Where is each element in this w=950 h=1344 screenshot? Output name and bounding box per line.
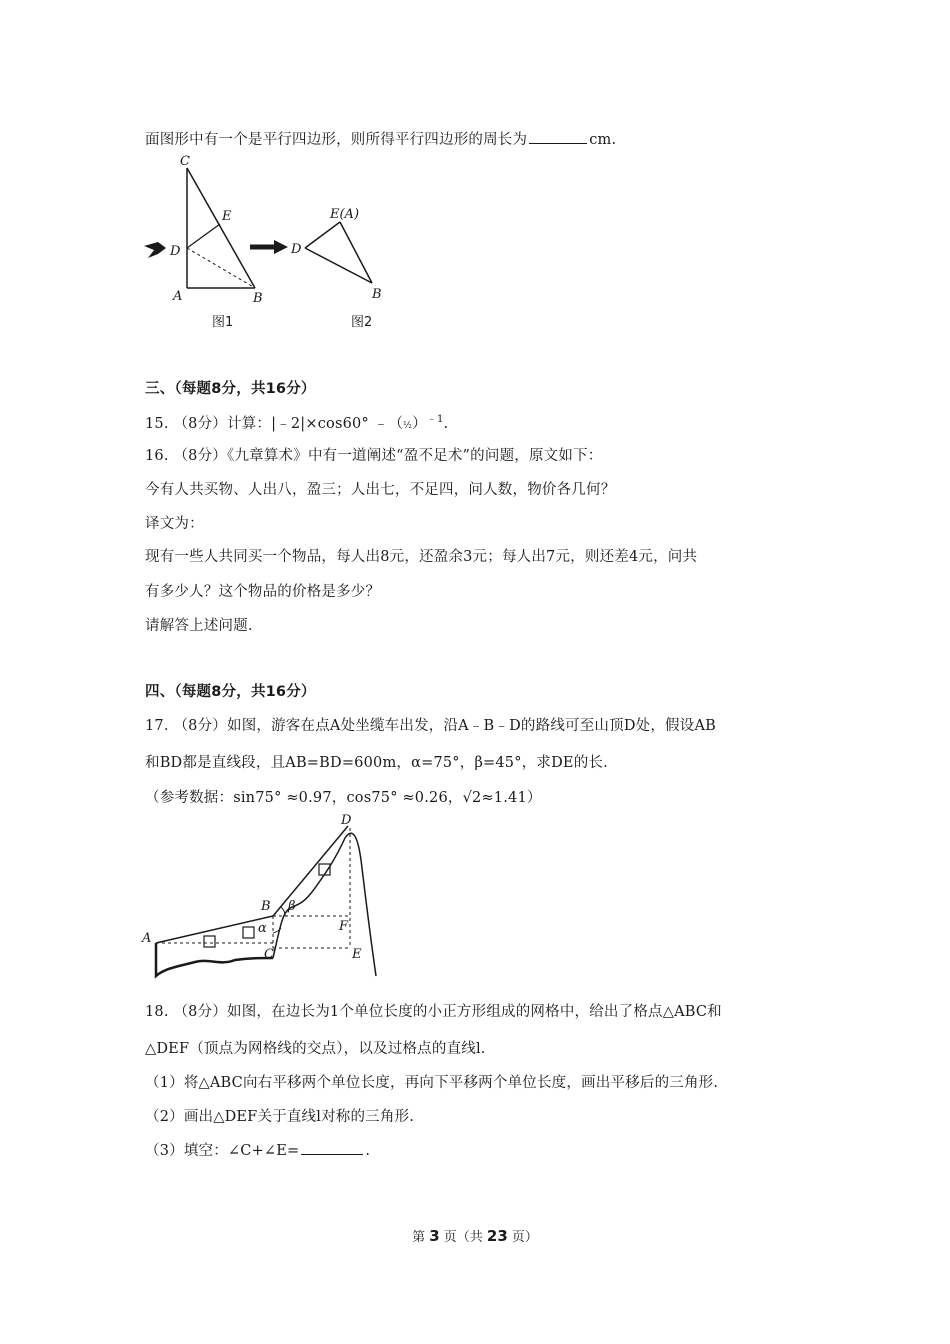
q18-line4: （2）画出△DEF关于直线l对称的三角形.	[145, 1109, 415, 1125]
footer-suffix: 页）	[507, 1230, 538, 1245]
caption-fig1: 图1	[212, 315, 234, 330]
label-d17: D	[341, 813, 352, 828]
label-c: C	[180, 154, 190, 169]
q18-line3: （1）将△ABC向右平移两个单位长度，再向下平移两个单位长度，画出平移后的三角形.	[145, 1075, 719, 1091]
caption-fig2: 图2	[351, 315, 373, 330]
intro-line	[145, 128, 616, 149]
label-d: D	[170, 244, 181, 259]
scissors-icon	[144, 242, 166, 258]
q16-line4: 现有一些人共同买一个物品，每人出8元，还盈余3元；每人出7元，则还差4元，问共	[145, 549, 698, 565]
fig2-side-db	[305, 248, 372, 283]
cable-bd	[273, 826, 348, 916]
label-b2: B	[372, 287, 382, 302]
intro-text: 面图形中有一个是平行四边形，则所得平行四边形的周长为	[145, 132, 528, 148]
section3-heading: 三、（每题8分，共16分）	[145, 381, 316, 397]
section4-heading: 四、（每题8分，共16分）	[145, 684, 316, 700]
label-e17: E	[352, 947, 362, 962]
q17-line3: （参考数据：sin75° ≈0.97，cos75° ≈0.26，√2≈1.41）	[145, 790, 542, 806]
fig1-dashed-db	[187, 248, 255, 288]
q18-line5-end: .	[365, 1143, 371, 1159]
label-a17: A	[142, 931, 152, 946]
answer-blank-2	[301, 1142, 363, 1155]
arrow-right-icon	[274, 240, 288, 254]
fig1-side-cb	[187, 168, 255, 288]
q16-line2: 今有人共买物、人出八，盈三；人出七，不足四，问人数，物价各几何？	[145, 482, 616, 498]
figure-17	[140, 808, 385, 980]
cable-car-2	[243, 927, 254, 938]
q17-line2: 和BD都是直线段，且AB=BD=600m，α=75°，β=45°，求DE的长.	[145, 755, 608, 771]
footer-mid: 页（共	[439, 1230, 487, 1245]
q18-line2: △DEF（顶点为网格线的交点），以及过格点的直线l.	[145, 1041, 486, 1057]
label-a: A	[173, 289, 183, 304]
q15-text-c: .	[443, 415, 449, 432]
q16-line1: 16. （8分）《九章算术》中有一道阐述“盈不足术”的问题，原文如下：	[145, 448, 603, 464]
fig1-segment-de	[187, 224, 220, 248]
q15-exponent: ﹣1	[426, 414, 444, 425]
ground-outline	[156, 943, 273, 976]
q15-text-b: ）	[412, 415, 427, 432]
page-footer	[0, 1226, 950, 1245]
q16-line6: 请解答上述问题.	[145, 618, 253, 634]
label-c17: C	[264, 947, 274, 962]
label-e: E	[222, 209, 232, 224]
q15-fraction: ½	[403, 420, 413, 431]
label-beta: β	[288, 899, 296, 914]
fig2-side-de	[305, 222, 340, 248]
q18-line5	[145, 1139, 370, 1160]
q18-line1: 18. （8分）如图，在边长为1个单位长度的小正方形组成的网格中，给出了格点△ABC和	[145, 1004, 722, 1020]
answer-blank	[529, 131, 587, 144]
label-d2: D	[291, 242, 302, 257]
page-number: 3	[429, 1227, 440, 1245]
label-b17: B	[261, 899, 271, 914]
label-b: B	[253, 291, 263, 306]
q16-line3: 译文为：	[145, 516, 204, 532]
footer-prefix: 第	[412, 1230, 430, 1245]
page-total: 23	[486, 1227, 508, 1245]
q16-line5: 有多少人？这个物品的价格是多少？	[145, 584, 381, 600]
label-f17: F	[339, 919, 349, 934]
figure-1-2	[140, 152, 400, 337]
intro-unit: cm.	[589, 132, 617, 148]
label-ea: E(A)	[330, 207, 360, 222]
q17-line1: 17. （8分）如图，游客在点A处坐缆车出发，沿A﹣B﹣D的路线可至山顶D处，假设AB	[145, 718, 716, 734]
label-alpha: α	[258, 921, 267, 936]
q15	[145, 410, 448, 433]
q15-text-a: 15. （8分）计算：|﹣2|×cos60° ﹣（	[145, 415, 404, 432]
q18-line5-text: （3）填空：∠C+∠E=	[145, 1143, 300, 1159]
cable-car-1	[204, 936, 215, 947]
